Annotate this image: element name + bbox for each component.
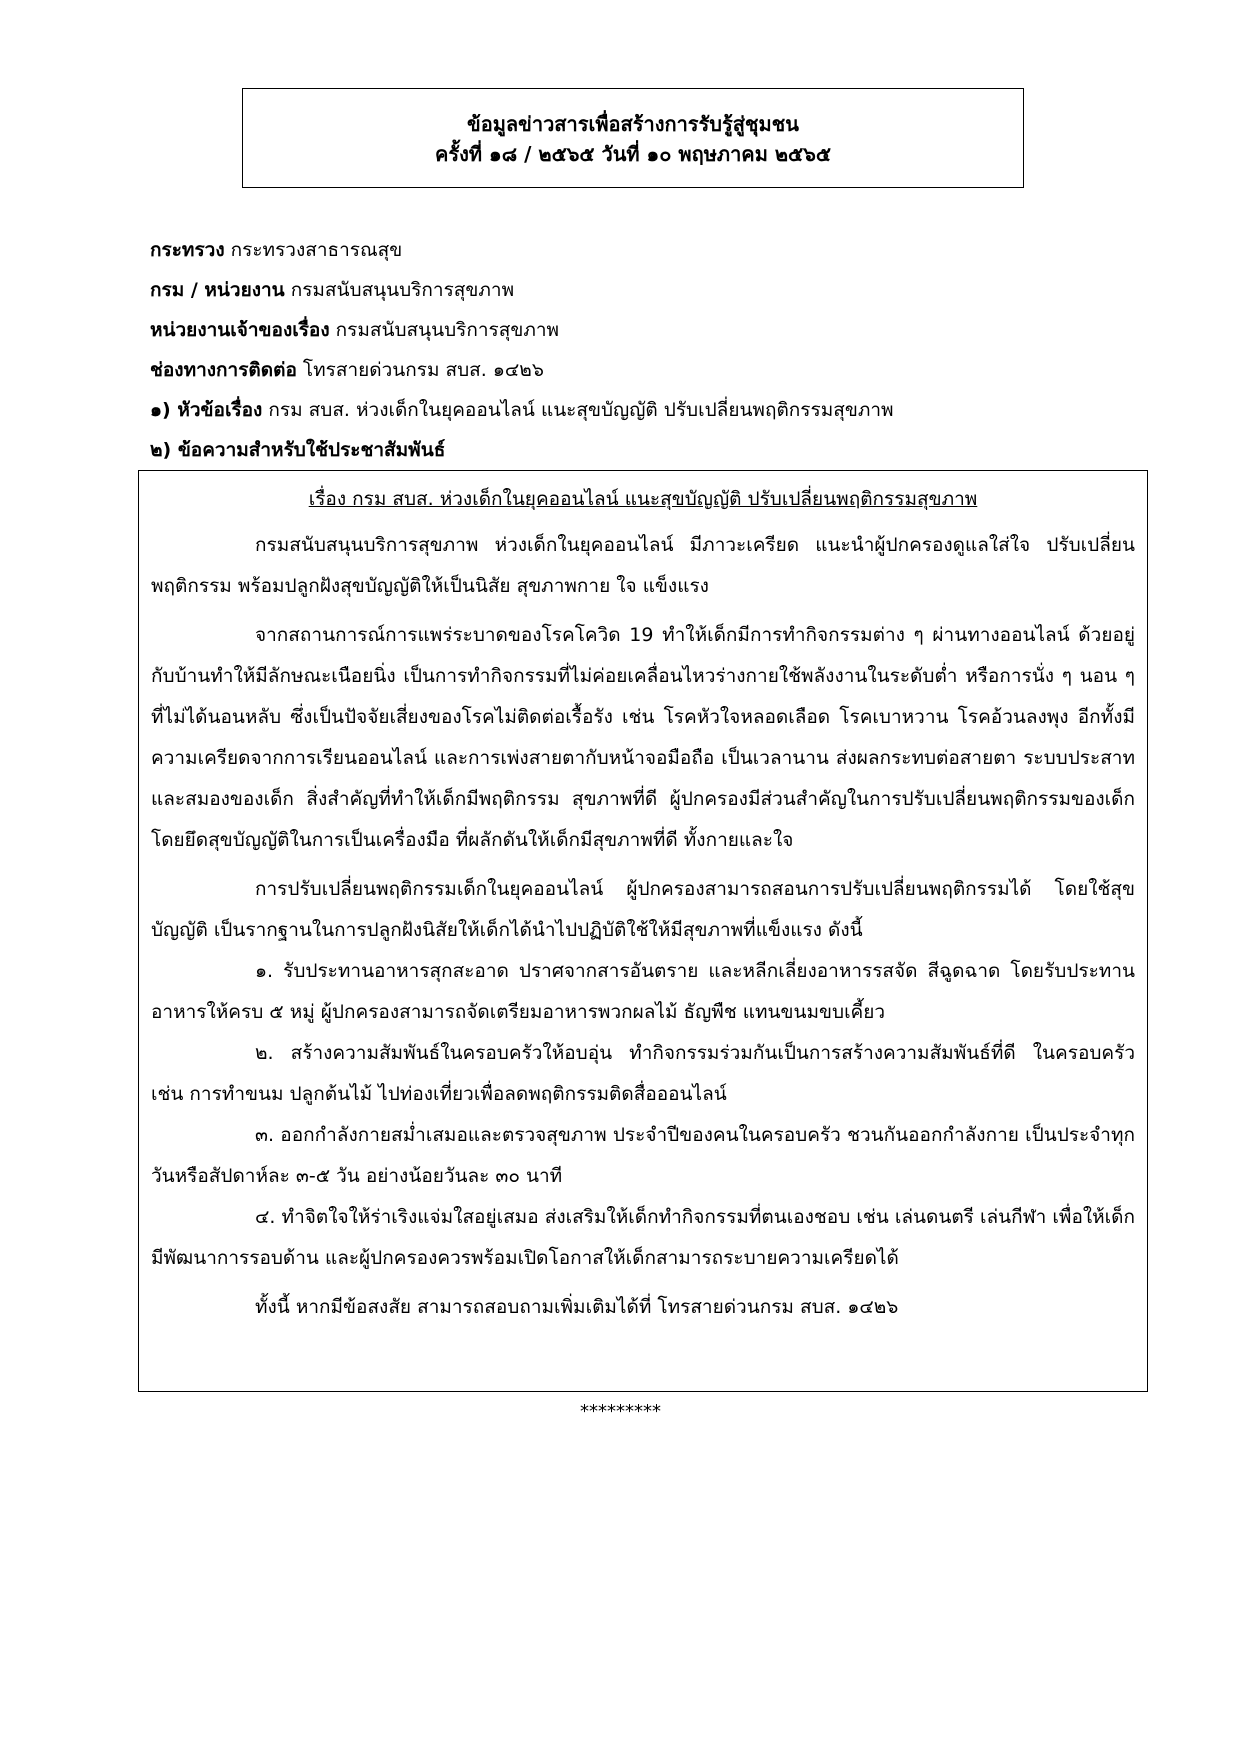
document-meta: [150, 230, 1110, 470]
list-item: ๓. ออกกำลังกายสม่ำเสมอและตรวจสุขภาพ ประจำปีของคนในครอบครัว ชวนกันออกกำลังกาย เป็นประจำทุกวันหรือสัปดาห์ละ ๓-๕ วัน อย่างน้อยวันละ ๓๐ นาที: [151, 1124, 1135, 1187]
document-header-box: [242, 88, 1024, 188]
meta-contact: [150, 350, 1110, 390]
end-marker: *********: [580, 1401, 661, 1422]
meta-topic: [150, 390, 1110, 430]
press-release-box: [138, 470, 1148, 1392]
meta-department: [150, 270, 1110, 310]
meta-contact-value: โทรสายด่วนกรม สบส. ๑๔๒๖: [302, 359, 544, 381]
meta-department-value: กรมสนับสนุนบริการสุขภาพ: [290, 279, 515, 301]
meta-owner: [150, 310, 1110, 350]
meta-contact-label: ช่องทางการติดต่อ: [150, 359, 297, 381]
paragraph-guidance: การปรับเปลี่ยนพฤติกรรมเด็กในยุคออนไลน์ ผู้ปกครองสามารถสอนการปรับเปลี่ยนพฤติกรรมได้ โดยใช้สุขบัญญัติ เป็นรากฐานในการปลูกฝังนิสัยให้เด็กได้นำไปปฏิบัติใช้ให้มีสุขภาพที่แข็งแรง ดังนี้: [151, 878, 1135, 941]
meta-topic-value: กรม สบส. ห่วงเด็กในยุคออนไลน์ แนะสุขบัญญัติ ปรับเปลี่ยนพฤติกรรมสุขภาพ: [268, 399, 894, 421]
meta-ministry-value: กระทรวงสาธารณสุข: [230, 239, 403, 261]
list-item: ๒. สร้างความสัมพันธ์ในครอบครัวให้อบอุ่น ทำกิจกรรมร่วมกันเป็นการสร้างความสัมพันธ์ที่ดี ในครอบครัว เช่น การทำขนม ปลูกต้นไม้ ไปท่องเที่ยวเพื่อลดพฤติกรรมติดสื่อออนไลน์: [151, 1042, 1135, 1105]
meta-owner-label: หน่วยงานเจ้าของเรื่อง: [150, 319, 330, 341]
meta-owner-value: กรมสนับสนุนบริการสุขภาพ: [335, 319, 560, 341]
header-issue-date: ครั้งที่ ๑๘ / ๒๕๖๕ วันที่ ๑๐ พฤษภาคม ๒๕๖๕: [435, 142, 831, 166]
meta-ministry-label: กระทรวง: [150, 239, 225, 261]
paragraph-situation: จากสถานการณ์การแพร่ระบาดของโรคโควิด 19 ทำให้เด็กมีการทำกิจกรรมต่าง ๆ ผ่านทางออนไลน์ ด้วยอยู่กับบ้านทำให้มีลักษณะเนือยนิ่ง เป็นการทำกิจกรรมที่ไม่ค่อยเคลื่อนไหวร่างกายใช้พลังงานในระดับต่ำ หรือการนั่ง ๆ นอน ๆ ที่ไม่ได้นอนหลับ ซึ่งเป็นปัจจัยเสี่ยงของโรคไม่ติดต่อเรื้อรัง เช่น โรคหัวใจหลอดเลือด โรคเบาหวาน โรคอ้วนลงพุง อีกทั้งมีความเครียดจากการเรียนออนไลน์ และการเพ่งสายตากับหน้าจอมือถือ เป็นเวลานาน ส่งผลกระทบต่อสายตา ระบบประสาทและสมองของเด็ก สิ่งสำคัญที่ทำให้เด็กมีพฤติกรรม สุขภาพที่ดี ผู้ปกครองมีส่วนสำคัญในการปรับเปลี่ยนพฤติกรรมของเด็ก โดยยึดสุขบัญญัติในการเป็นเครื่องมือ ที่ผลักดันให้เด็กมีสุขภาพที่ดี ทั้งกายและใจ: [151, 624, 1135, 851]
paragraph-intro: กรมสนับสนุนบริการสุขภาพ ห่วงเด็กในยุคออนไลน์ มีภาวะเครียด แนะนำผู้ปกครองดูแลใส่ใจ ปรับเปลี่ยนพฤติกรรม พร้อมปลูกฝังสุขบัญญัติให้เป็นนิสัย สุขภาพกาย ใจ แข็งแรง: [151, 534, 1135, 597]
list-item: ๑. รับประทานอาหารสุกสะอาด ปราศจากสารอันตราย และหลีกเลี่ยงอาหารรสจัด สีฉูดฉาด โดยรับประทานอาหารให้ครบ ๕ หมู่ ผู้ปกครองสามารถจัดเตรียมอาหารพวกผลไม้ ธัญพืช แทนขนมขบเคี้ยว: [151, 960, 1135, 1023]
meta-topic-label: ๑) หัวข้อเรื่อง: [150, 399, 263, 421]
meta-message-label: ๒) ข้อความสำหรับใช้ประชาสัมพันธ์: [150, 439, 446, 461]
list-item: ๔. ทำจิตใจให้ร่าเริงแจ่มใสอยู่เสมอ ส่งเสริมให้เด็กทำกิจกรรมที่ตนเองชอบ เช่น เล่นดนตรี เล่นกีฬา เพื่อให้เด็กมีพัฒนาการรอบด้าน และผู้ปกครองควรพร้อมเปิดโอกาสให้เด็กสามารถระบายความเครียดได้: [151, 1206, 1135, 1269]
meta-message: [150, 430, 1110, 470]
header-title: ข้อมูลข่าวสารเพื่อสร้างการรับรู้สู่ชุมชน: [467, 112, 799, 136]
press-release-title: เรื่อง กรม สบส. ห่วงเด็กในยุคออนไลน์ แนะสุขบัญญัติ ปรับเปลี่ยนพฤติกรรมสุขภาพ: [308, 488, 978, 510]
paragraph-closing: ทั้งนี้ หากมีข้อสงสัย สามารถสอบถามเพิ่มเติมได้ที่ โทรสายด่วนกรม สบส. ๑๔๒๖: [255, 1296, 899, 1318]
meta-department-label: กรม / หน่วยงาน: [150, 279, 285, 301]
meta-ministry: [150, 230, 1110, 270]
